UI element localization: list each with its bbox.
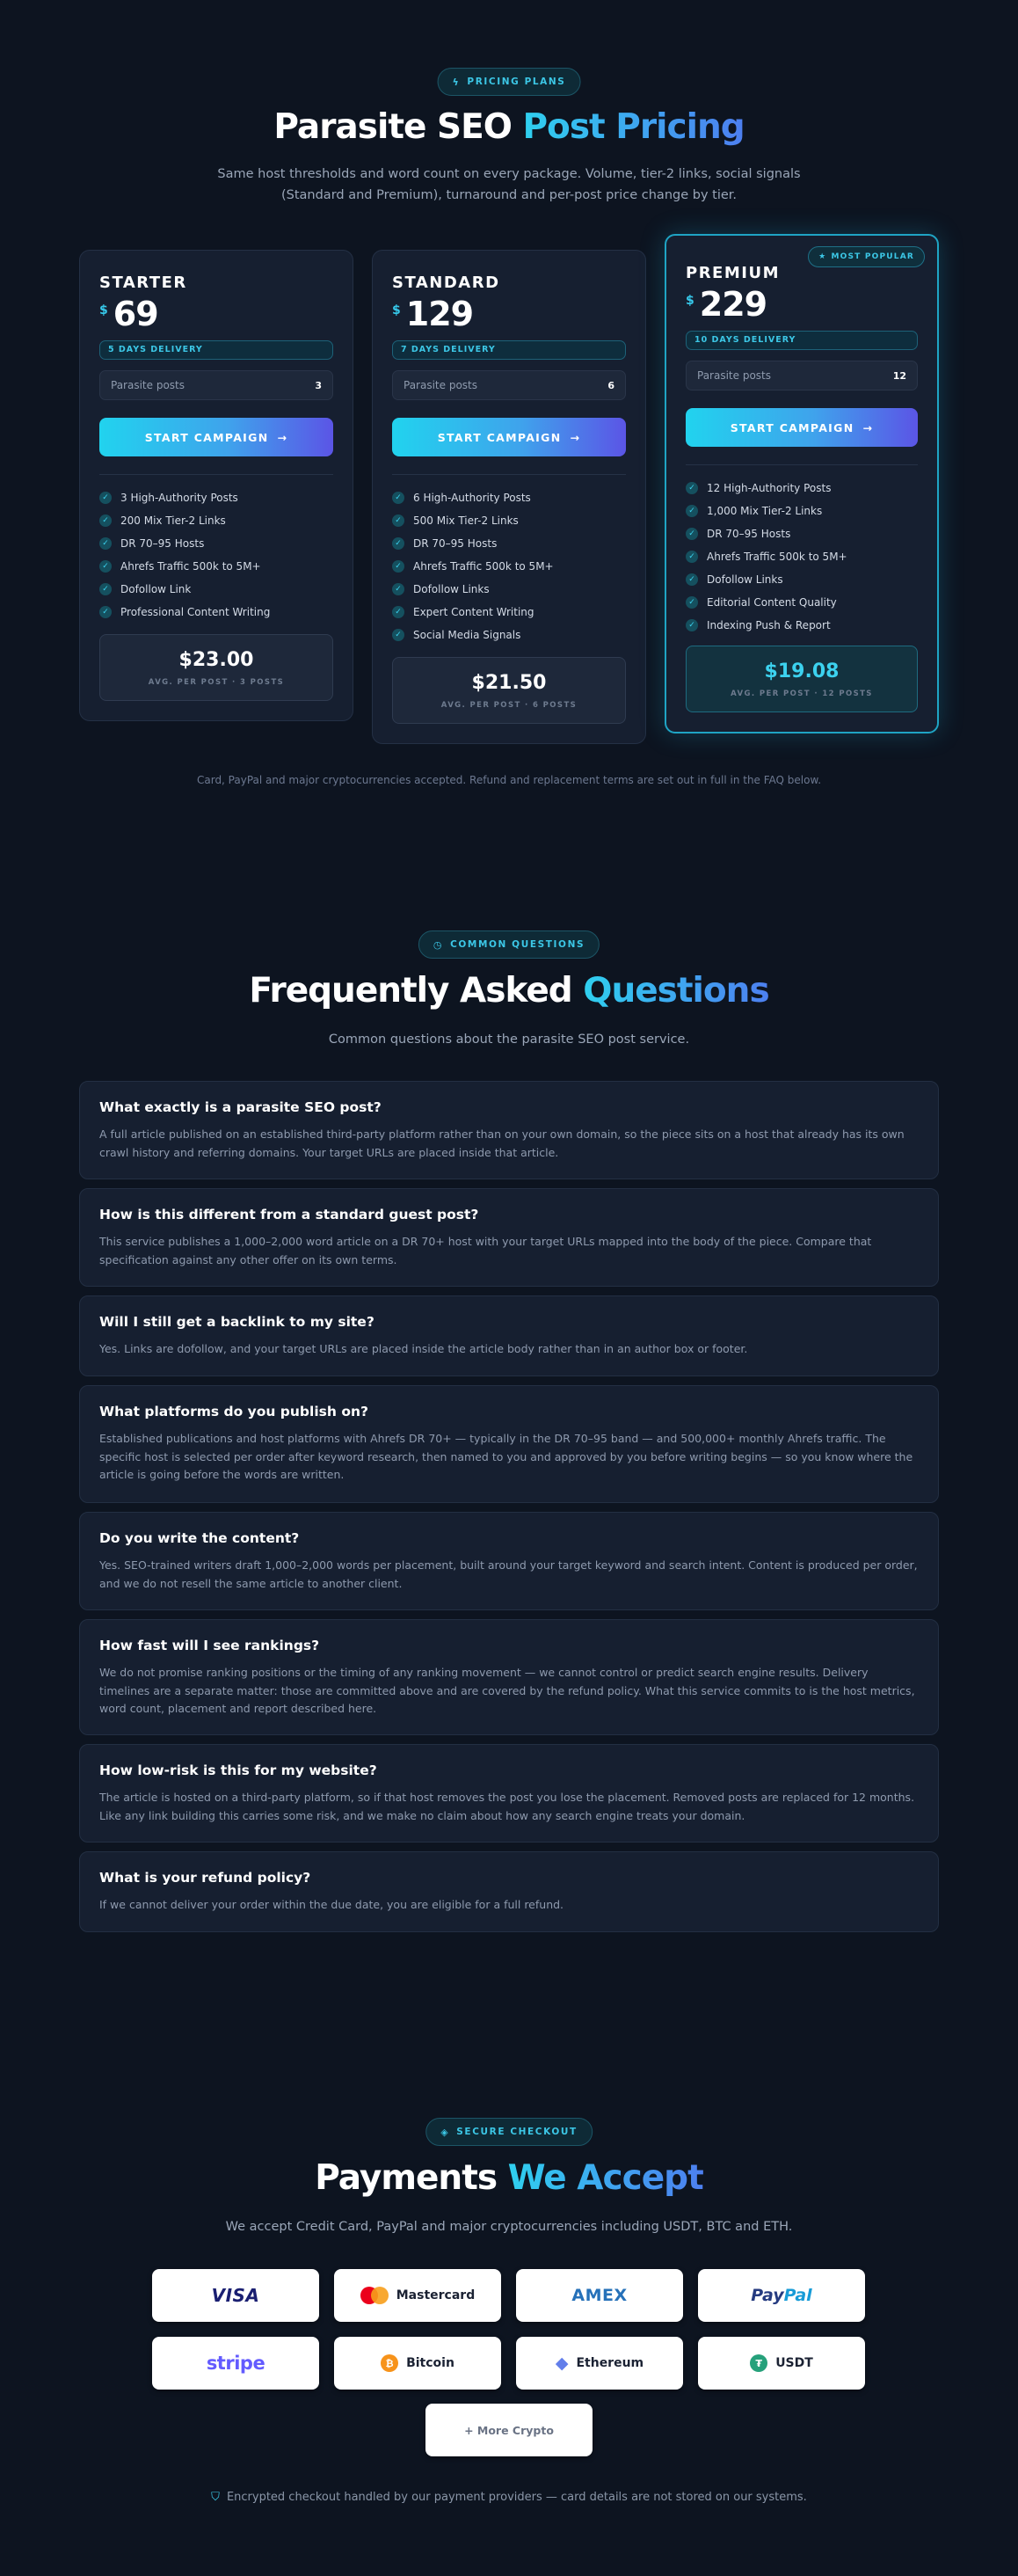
faq-question: What is your refund policy? (99, 1870, 311, 1886)
tether-icon: ₮ (750, 2354, 767, 2372)
feature-list (392, 486, 626, 646)
ethereum-label: Ethereum (576, 2356, 644, 2370)
check-icon: ✓ (686, 573, 698, 586)
check-icon: ✓ (392, 537, 404, 550)
stripe-logo: stripe (206, 2353, 265, 2374)
faq-question: How is this different from a standard guest post? (99, 1207, 479, 1222)
title-accent: We Accept (507, 2158, 703, 2198)
feature-text: Indexing Push & Report (707, 619, 831, 631)
mastercard-card (334, 2269, 501, 2322)
pricing-plans-pill (438, 68, 581, 96)
check-icon: ✓ (392, 492, 404, 504)
pricing-subtitle (175, 164, 843, 206)
feature-text: Dofollow Link (120, 583, 192, 595)
check-icon: ✓ (686, 505, 698, 517)
faq-answer: The article is hosted on a third-party platform, so if that host removes the post you lose the placement. Removed posts are replaced for 12 months. Like any link building this carries some risk, and we make no claim about how any search engine treats your domain. (99, 1791, 915, 1822)
faq-question: What exactly is a parasite SEO post? (99, 1099, 382, 1115)
divider (99, 474, 333, 475)
feature-text: Ahrefs Traffic 500k to 5M+ (707, 551, 847, 563)
divider (686, 464, 918, 465)
faq-answer: A full article published on an established third-party platform rather than on your own domain, so the piece sits on a host that already has its own crawl history and referring domains. Your target URLs are placed inside that article. (99, 1127, 905, 1159)
arrow-right-icon: → (862, 420, 874, 434)
posts-label: Parasite posts (697, 369, 771, 382)
feature-text: Ahrefs Traffic 500k to 5M+ (120, 560, 261, 573)
ethereum-icon: ◆ (555, 2353, 569, 2373)
faq-answer: Yes. SEO-trained writers draft 1,000–2,000 words per placement, built around your target keyword and search intent. Content is produced per order, and we do not resell the same article to another client. (99, 1558, 918, 1590)
feature-item (686, 568, 918, 591)
feature-item (392, 555, 626, 578)
pill-label: COMMON QUESTIONS (450, 939, 585, 950)
faq-answer: Yes. Links are dofollow, and your target URLs are placed inside the article body rather than in an author box or footer. (99, 1342, 748, 1355)
arrow-right-icon: → (277, 430, 288, 444)
faq-question: How fast will I see rankings? (99, 1638, 320, 1653)
check-icon: ✓ (99, 606, 112, 618)
faq-section (0, 879, 1018, 1970)
feature-text: Social Media Signals (413, 629, 521, 641)
feature-text: 6 High-Authority Posts (413, 492, 531, 504)
feature-text: Dofollow Links (707, 573, 783, 586)
check-icon: ✓ (392, 606, 404, 618)
visa-logo: VISA (211, 2285, 260, 2306)
feature-item (99, 601, 333, 624)
subtitle-line-1: Same host thresholds and word count on every package. Volume, tier-2 links, social signals (217, 167, 801, 181)
visa-card (152, 2269, 319, 2322)
feature-item (392, 486, 626, 509)
plan-price (99, 295, 158, 333)
delivery-badge: 5 DAYS DELIVERY (99, 340, 333, 360)
title-main: Parasite SEO (273, 107, 523, 147)
feature-text: 1,000 Mix Tier-2 Links (707, 505, 823, 517)
check-icon: ✓ (686, 596, 698, 609)
title-accent: Post Pricing (522, 107, 745, 147)
feature-item (99, 555, 333, 578)
start-campaign-button[interactable] (99, 418, 333, 456)
faq-item[interactable] (79, 1081, 939, 1179)
star-icon: ★ (818, 252, 827, 261)
page-title (0, 107, 1018, 147)
plan-name: PREMIUM (686, 264, 780, 282)
more-crypto-card (425, 2404, 593, 2456)
feature-text: Expert Content Writing (413, 606, 534, 618)
avg-price-box (686, 646, 918, 712)
posts-count: 3 (315, 379, 322, 391)
feature-text: 500 Mix Tier-2 Links (413, 514, 519, 527)
currency-symbol: $ (99, 303, 108, 317)
feature-text: 12 High-Authority Posts (707, 482, 832, 494)
avg-price-value: $23.00 (178, 649, 254, 671)
avg-price-value: $19.08 (764, 660, 840, 682)
faq-question: What platforms do you publish on? (99, 1404, 368, 1419)
feature-text: Dofollow Links (413, 583, 490, 595)
faq-answer: If we cannot deliver your order within the due date, you are eligible for a full refund. (99, 1898, 564, 1911)
secure-note-text: Encrypted checkout handled by our payment providers — card details are not stored on our systems. (226, 2491, 807, 2504)
check-icon: ✓ (392, 560, 404, 573)
stripe-card (152, 2337, 319, 2390)
feature-item (686, 522, 918, 545)
check-icon: ✓ (392, 514, 404, 527)
feature-item (392, 578, 626, 601)
feature-item (99, 578, 333, 601)
check-icon: ✓ (99, 560, 112, 573)
secure-checkout-pill (425, 2118, 593, 2146)
posts-row (392, 370, 626, 400)
plan-price (686, 285, 767, 324)
mastercard-icon (360, 2287, 389, 2304)
amex-card (516, 2269, 683, 2322)
check-icon: ✓ (686, 619, 698, 631)
paypal-logo (751, 2286, 811, 2305)
faq-answer: This service publishes a 1,000–2,000 word article on a DR 70+ host with your target URLs mapped into the body of the piece. Compare that specification against any other offer on its own terms. (99, 1235, 872, 1266)
title-main: Frequently Asked (249, 971, 584, 1011)
feature-list (686, 477, 918, 637)
faq-item[interactable] (79, 1851, 939, 1932)
usdt-label: USDT (775, 2356, 813, 2370)
check-icon: ✓ (99, 583, 112, 595)
more-crypto-label: + More Crypto (464, 2423, 554, 2437)
faq-question: Will I still get a backlink to my site? (99, 1314, 374, 1330)
feature-item (99, 509, 333, 532)
subtitle-line-2: (Standard and Premium), turnaround and per-post price change by tier. (280, 188, 738, 202)
feature-item (99, 486, 333, 509)
avg-price-label: AVG. PER POST · 3 POSTS (148, 678, 285, 687)
paypal-logo-part-2: Pal (783, 2286, 812, 2305)
payments-section (0, 2076, 1018, 2576)
start-campaign-button[interactable] (686, 408, 918, 447)
pill-label: PRICING PLANS (467, 77, 566, 87)
title-accent: Questions (583, 971, 769, 1011)
plan-card-starter (79, 250, 353, 721)
faq-subtitle: Common questions about the parasite SEO post service. (328, 1033, 690, 1047)
cta-label: START CAMPAIGN (144, 430, 269, 444)
currency-symbol: $ (686, 294, 694, 308)
faq-question: Do you write the content? (99, 1530, 300, 1546)
faq-answer: Established publications and host platforms with Ahrefs DR 70+ — typically in the DR 70–95 band — and 500,000+ monthly Ahrefs traffic. The specific host is selected per order after keyword research, then named to you and approved by you before writing begins — so you know where the article is going before the words are written. (99, 1432, 913, 1481)
feature-text: DR 70–95 Hosts (413, 537, 498, 550)
secure-note (0, 2491, 1018, 2504)
posts-row (686, 361, 918, 390)
posts-count: 12 (892, 369, 906, 382)
cta-label: START CAMPAIGN (437, 430, 562, 444)
divider (392, 474, 626, 475)
posts-count: 6 (607, 379, 614, 391)
check-icon: ✓ (392, 629, 404, 641)
faq-answer: We do not promise ranking positions or the timing of any ranking movement — we cannot control or predict search engine results. Delivery timelines are a separate matter: those are committed above and are covered by the refund policy. What this service commits to is the host metrics, word count, placement and report described here. (99, 1666, 915, 1715)
feature-item (392, 509, 626, 532)
feature-text: DR 70–95 Hosts (707, 528, 791, 540)
usdt-card (698, 2337, 865, 2390)
bitcoin-card (334, 2337, 501, 2390)
payment-note: Card, PayPal and major cryptocurrencies accepted. Refund and replacement terms are set out in full in the FAQ below. (196, 774, 822, 786)
delivery-badge: 7 DAYS DELIVERY (392, 340, 626, 360)
plan-price (392, 295, 473, 333)
feature-item (686, 500, 918, 522)
shield-icon: ◈ (440, 2126, 450, 2138)
check-icon: ✓ (686, 482, 698, 494)
feature-item (99, 532, 333, 555)
feature-text: Ahrefs Traffic 500k to 5M+ (413, 560, 554, 573)
feature-text: DR 70–95 Hosts (120, 537, 205, 550)
posts-row (99, 370, 333, 400)
feature-item (686, 477, 918, 500)
amex-logo: AMEX (571, 2286, 628, 2305)
avg-price-label: AVG. PER POST · 12 POSTS (731, 690, 873, 698)
delivery-badge: 10 DAYS DELIVERY (686, 331, 918, 350)
most-popular-badge (808, 246, 925, 267)
common-questions-pill (418, 930, 600, 959)
ethereum-card (516, 2337, 683, 2390)
faq-item[interactable] (79, 1744, 939, 1843)
feature-text: Editorial Content Quality (707, 596, 837, 609)
faq-item[interactable] (79, 1188, 939, 1287)
pricing-section (0, 0, 1018, 809)
posts-label: Parasite posts (404, 379, 477, 391)
title-main: Payments (315, 2158, 508, 2198)
payments-title (0, 2158, 1018, 2198)
avg-price-label: AVG. PER POST · 6 POSTS (440, 701, 578, 710)
feature-item (392, 601, 626, 624)
plan-card-premium (665, 234, 939, 733)
feature-item (686, 614, 918, 637)
check-icon: ✓ (686, 528, 698, 540)
feature-text: 3 High-Authority Posts (120, 492, 238, 504)
faq-question: How low-risk is this for my website? (99, 1762, 377, 1778)
start-campaign-button[interactable] (392, 418, 626, 456)
check-icon: ✓ (99, 514, 112, 527)
avg-price-box (392, 657, 626, 724)
price-amount: 229 (699, 285, 767, 324)
cta-label: START CAMPAIGN (730, 420, 854, 434)
feature-item (686, 591, 918, 614)
faq-item[interactable] (79, 1385, 939, 1503)
feature-item (686, 545, 918, 568)
plan-name: STARTER (99, 274, 187, 292)
shield-check-icon: ⛉ (211, 2491, 220, 2504)
plan-card-standard (372, 250, 646, 744)
feature-item (392, 624, 626, 646)
feature-text: Professional Content Writing (120, 606, 271, 618)
faq-title (0, 971, 1018, 1011)
check-icon: ✓ (392, 583, 404, 595)
pill-label: SECURE CHECKOUT (456, 2127, 578, 2137)
paypal-card (698, 2269, 865, 2322)
arrow-right-icon: → (570, 430, 581, 444)
faq-item[interactable] (79, 1619, 939, 1735)
bolt-icon: ϟ (452, 76, 461, 88)
feature-list (99, 486, 333, 624)
currency-symbol: $ (392, 303, 401, 317)
plan-name: STANDARD (392, 274, 500, 292)
check-icon: ✓ (99, 492, 112, 504)
bitcoin-label: Bitcoin (406, 2356, 454, 2370)
feature-text: 200 Mix Tier-2 Links (120, 514, 226, 527)
avg-price-box (99, 634, 333, 701)
payments-subtitle: We accept Credit Card, PayPal and major cryptocurrencies including USDT, BTC and ETH. (225, 2220, 793, 2234)
bitcoin-icon: ₿ (381, 2354, 398, 2372)
help-circle-icon: ◷ (433, 938, 444, 951)
check-icon: ✓ (99, 537, 112, 550)
check-icon: ✓ (686, 551, 698, 563)
paypal-logo-part-1: Pay (751, 2286, 784, 2305)
mastercard-label: Mastercard (396, 2288, 476, 2302)
faq-item[interactable] (79, 1512, 939, 1610)
posts-label: Parasite posts (111, 379, 185, 391)
faq-item[interactable] (79, 1295, 939, 1376)
price-amount: 69 (113, 295, 158, 333)
feature-item (392, 532, 626, 555)
badge-label: MOST POPULAR (831, 252, 914, 261)
avg-price-value: $21.50 (471, 672, 547, 694)
price-amount: 129 (405, 295, 474, 333)
